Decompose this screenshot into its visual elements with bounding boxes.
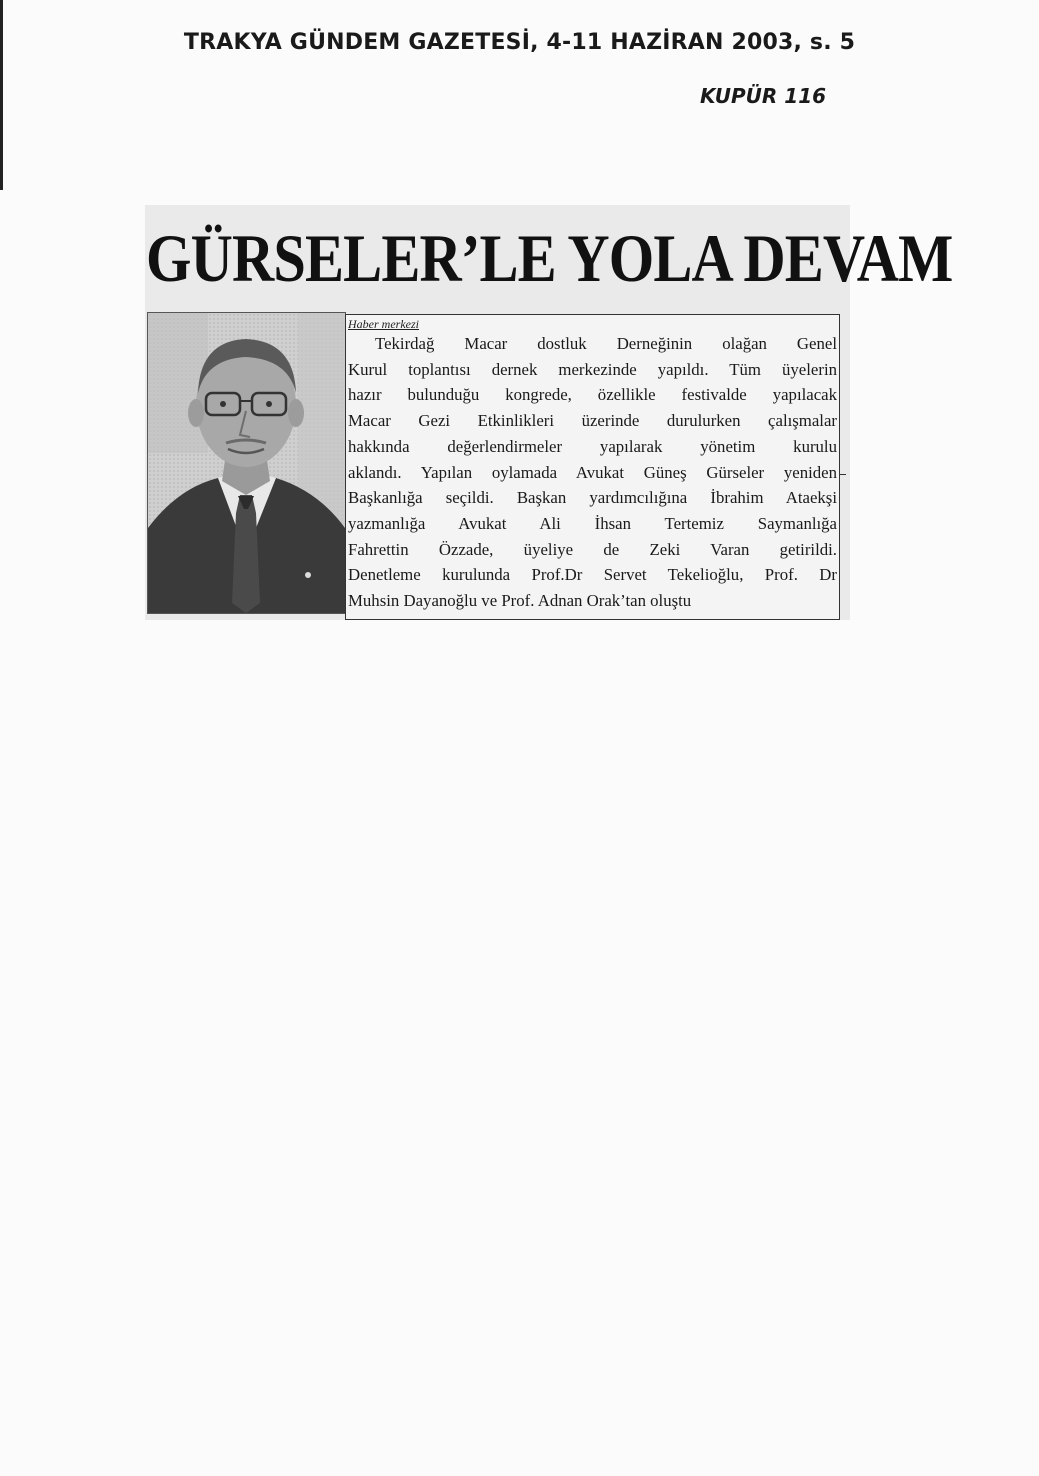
- source-citation: TRAKYA GÜNDEM GAZETESİ, 4-11 HAZİRAN 2003, s. 5: [183, 30, 856, 55]
- clipping-number: KUPÜR 116: [700, 84, 827, 108]
- article-line: Kurul toplantısı dernek merkezinde yapıldı. Tüm üyelerin: [348, 359, 837, 379]
- article-line: Denetleme kurulunda Prof.Dr Servet Tekelioğlu, Prof. Dr: [348, 565, 837, 585]
- article-byline: Haber merkezi: [348, 317, 419, 331]
- article-line: hakkında değerlendirmeler yapılarak yönetim kurulu: [348, 436, 837, 456]
- article-headline: GÜRSELER’LE YOLA DEVAM: [146, 220, 953, 296]
- article-line: yazmanlığa Avukat Ali İhsan Tertemiz Saymanlığa: [348, 513, 837, 533]
- article-box: [345, 314, 840, 620]
- article-line: aklandı. Yapılan oylamada Avukat Güneş Gürseler yeniden: [348, 462, 837, 482]
- article-line: Başkanlığa seçildi. Başkan yardımcılığına İbrahim Ataekşi: [348, 488, 837, 508]
- article-line: Muhsin Dayanoğlu ve Prof. Adnan Orak’tan oluştu: [348, 591, 692, 611]
- article-body: [348, 331, 837, 614]
- scan-edge-mark: [0, 0, 3, 190]
- article-line: Fahrettin Özzade, üyeliye de Zeki Varan getirildi.: [348, 539, 837, 559]
- article-line: Macar Gezi Etkinlikleri üzerinde durulurken çalışmalar: [348, 411, 837, 431]
- hyphen-mark: [840, 474, 846, 475]
- article-line: Tekirdağ Macar dostluk Derneğinin olağan Genel: [375, 334, 837, 353]
- article-line: hazır bulunduğu kongrede, özellikle festivalde yapılacak: [348, 385, 837, 405]
- portrait-illustration: [148, 313, 345, 613]
- portrait-photo: [147, 312, 346, 614]
